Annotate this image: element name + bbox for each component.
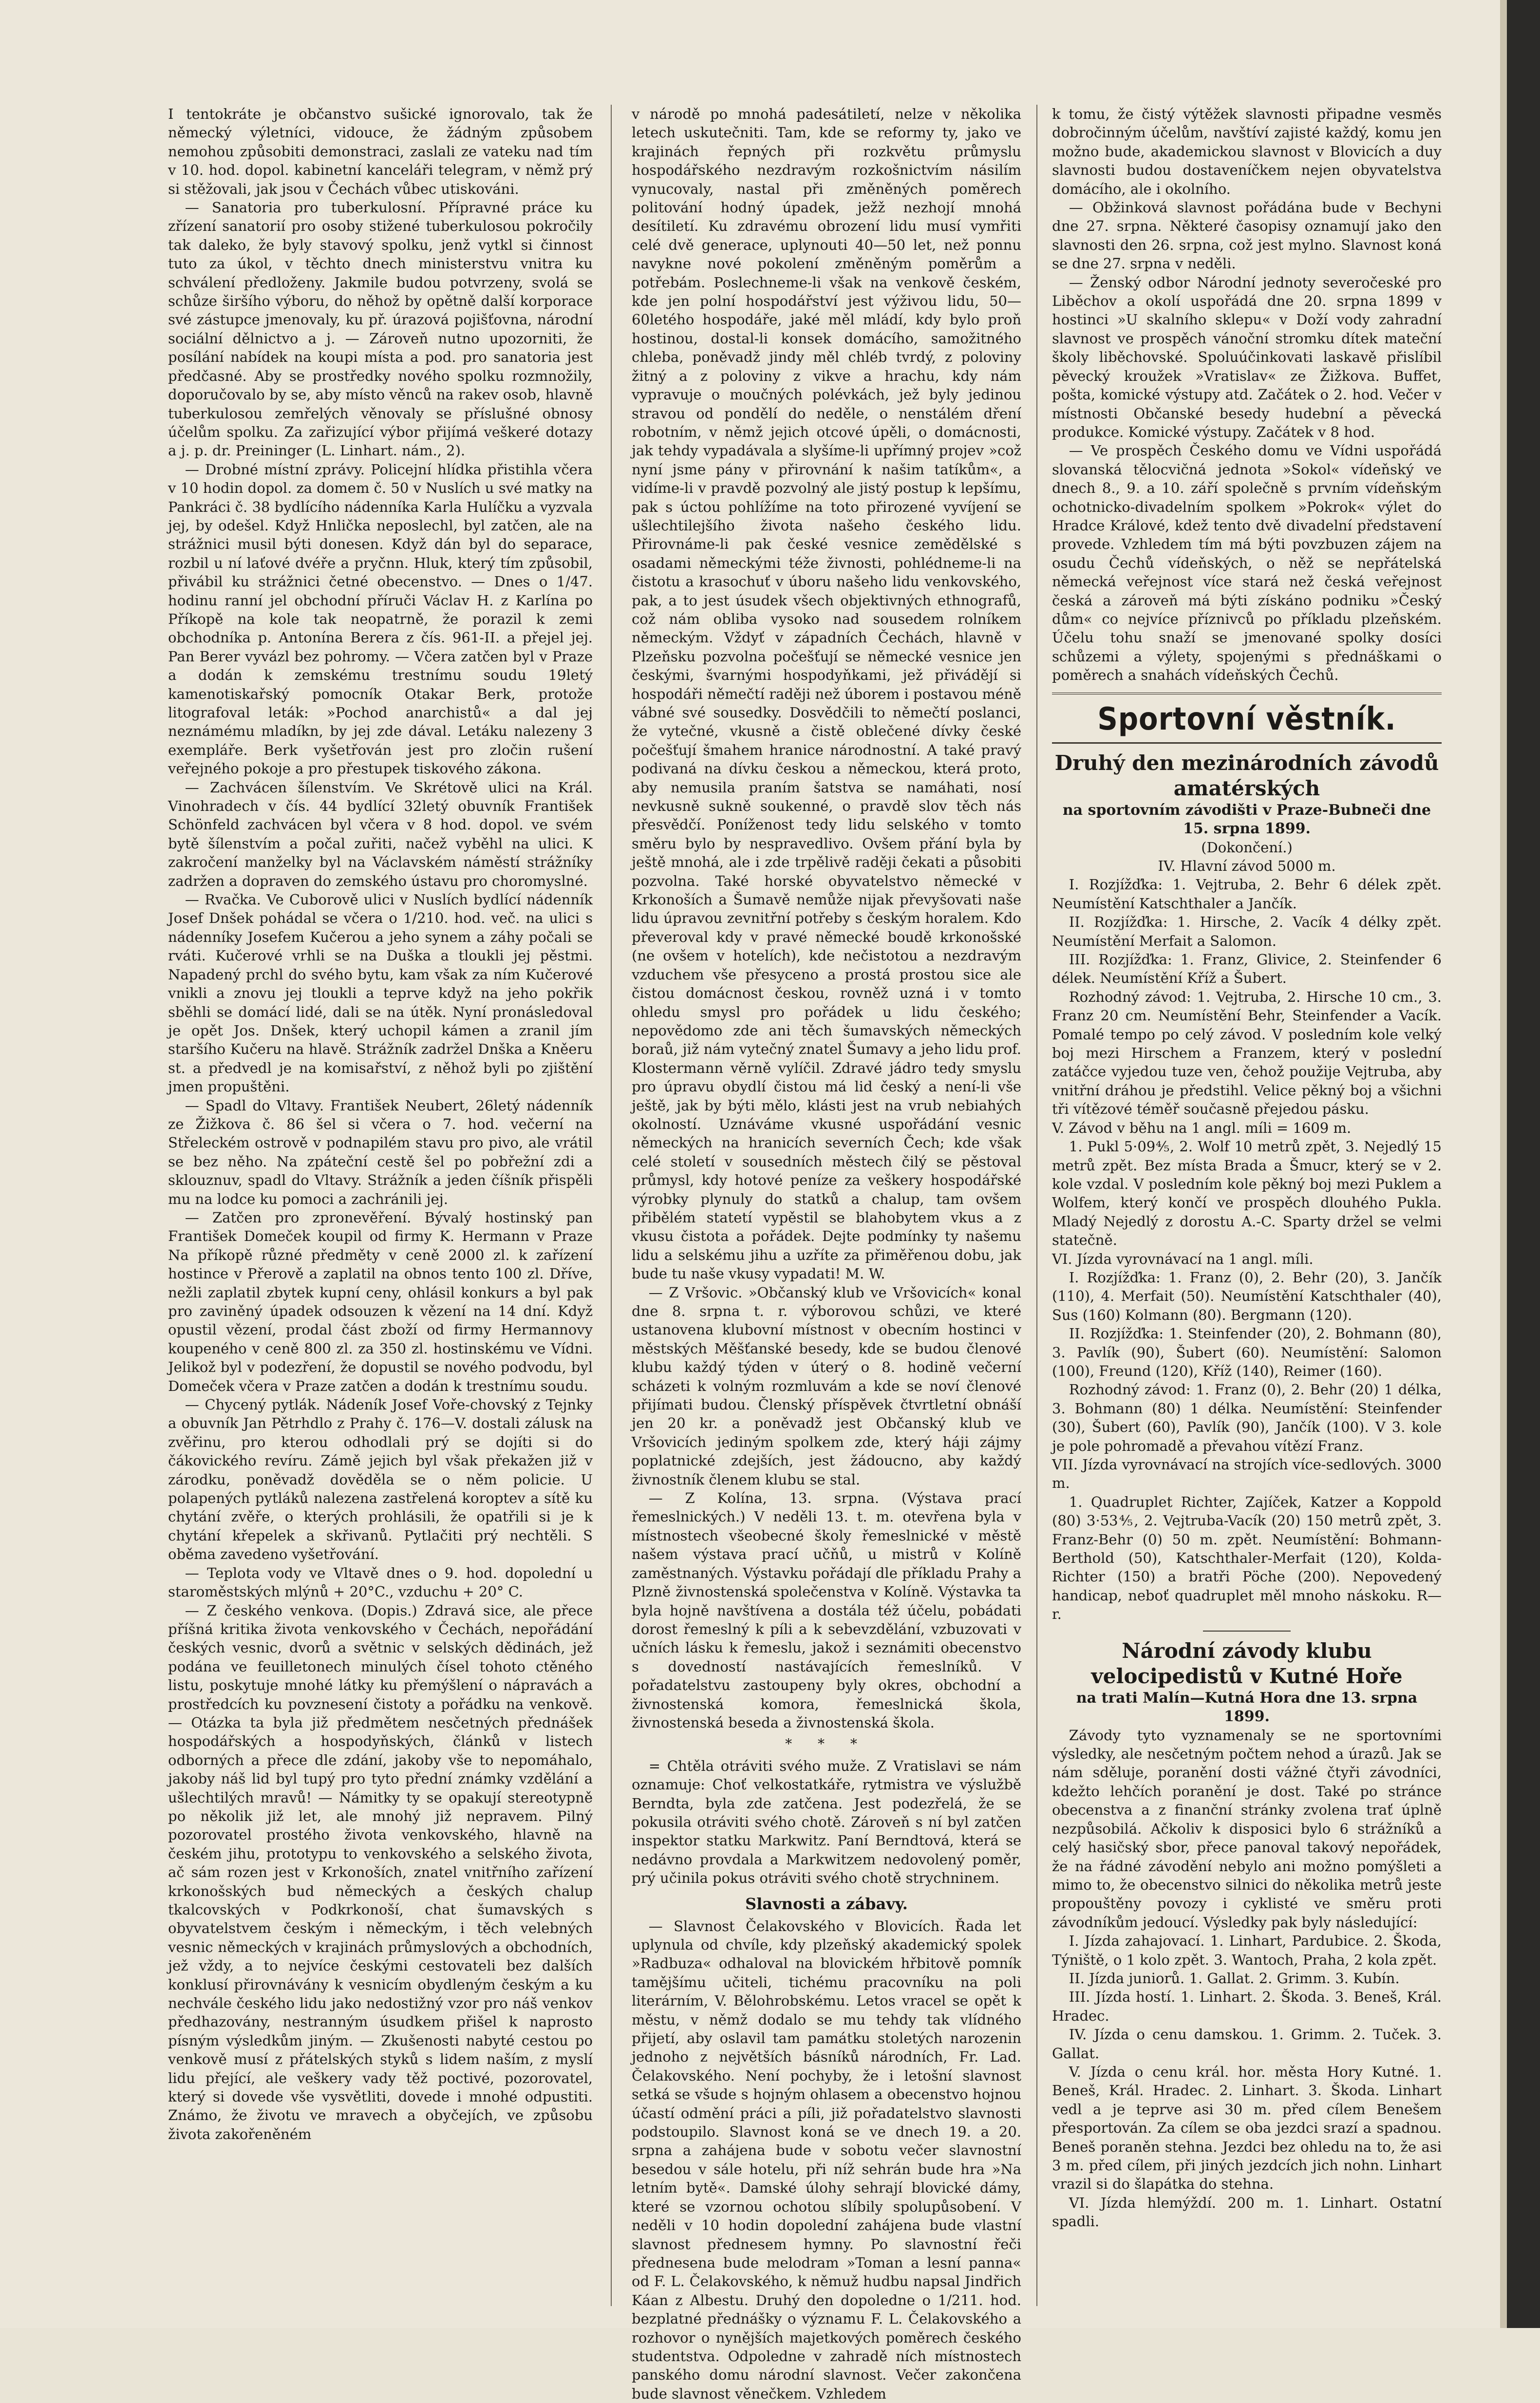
- race2-item: VI. Jízda hlemýždí. 200 m. 1. Linhart. Ostatní spadli.: [1052, 2194, 1442, 2230]
- race1-continuation: (Dokončení.): [1201, 839, 1293, 856]
- race1-heading: Druhý den mezinárodních závodů amatérských: [1054, 751, 1439, 800]
- article-cesky-dum-viden: — Ve prospěch Českého domu ve Vídni uspořádá slovanská tělocvičná jednota »Sokol« vídeňský ve dnech 8., 9. a 10. září společně s prvním vídeňským ochotnicko-divadelním spolkem »Pokrok« výlet do Hradce Králové, kdež tento dvě divadelní představení provede. Vzhledem tím má býti povzbuzen zájem na osudu Čechů vídeňských, o něž se nepřátelská německá veřejnost více stará než česká veřejnost česká a zároveň má býti získáno podniku »Český dům« co nejvíce příznivců po příkladu plzeňském. Účelu tohu snaží se jmenované spolky dosíci schůzemi a výlety, spojenými s přednáškami o poměrech a snahách vídeňských Čechů.: [1052, 442, 1442, 684]
- article-vrsovice: — Z Vršovic. »Občanský klub ve Vršovicích« konal dne 8. srpna t. r. výborovou schůzi, ve které ustanovena klubovní místnost v obecním hostinci v městských Měšťanské besedy, kde se budou členové klubu každý týden v úterý o 8. hodině večerní scházeti k volným rozmluvám a kde se noví členové přijímati budou. Členský příspěvek čtvrtletní obnáší jen 20 kr. a poněvadž jest Občanský klub ve Vršovicích jediným spolkem zde, který háji zájmy poplatnické zdejších, jest žádoucno, aby každý živnostník členem klubu se stal.: [632, 1284, 1021, 1488]
- page-edge: [1500, 0, 1507, 2328]
- article-cesky-venkov: — Z českého venkova. (Dopis.) Zdravá sice, ale přece příšná kritika života venkovského v Čechách, nepořádání českých vesnic, dvorů a světnic v selských dědinách, jež podána ve feuilletonech minulých čísel tohoto ctěného listu, poskytuje mnohé látky ku přemýšlení o nápravách a prostředcích ku povznesení čistoty a pořádku na venkově. — Otázka ta byla již předmětem nesčetných přednášek hospodářských a hospodyňských, článků v listech odborných a přece dle zdání, jakoby vše to nepomáhalo, jakoby náš lid byl tupý pro tyto přední známky vzdělání a ušlechtilých mravů! — Námitky ty se opakují stereotypně po několik již let, ale mnohý již nepravem. Pilný pozorovatel prostého života venkovského, hlavně na českém jihu, prototypu to venkovského a selského života, ač sám rozen jest v Krkonoších, znatel vnitřního zařízení krkonošských bud německých a českých chalup tkalcovských v Podkrkonoší, chat šumavských s obyvatelstvem českým i německým, i těch velebných vesnic německých v krajinách průmyslových a obchodních, jež vždy, a to nejvíce českými cestovateli bez dalších konklusí přirovnávány k vesnicím obydleným českým a ku nechvále českého lidu jako nedostižný vzor pro náš venkov předhazovány, nestranným úsudkem přišel k naprosto písným výsledkům jiným. — Zkušenosti nabyté cestou po venkově musí z přátelských styků s lidem naším, z myslí lidu přející, ale veškery vady těž poctivé, pozorovatel, který si dovede vše vysvětliti, dovede i mnohé odpustiti. Známo, že životu ve mravech a obyčejích, ve způsobu života zakořeněném: [168, 1602, 593, 2142]
- race2-subheading: na trati Malín—Kutná Hora dne 13. srpna 1899.: [1076, 1689, 1418, 1725]
- race1-item: VII. Jízda vyrovnávací na strojích více-sedlových. 3000 m.: [1052, 1456, 1442, 1492]
- article-silenstvi: — Zachvácen šílenstvím. Ve Skrétově ulici na Král. Vinohradech v čís. 44 bydlící 32letý obuvník František Schönfeld zachvácen byl včera v 8 hod. dopol. ve svém bytě šílenstvím a počal zuřiti, načež vyběhl na ulici. K zakročení manželky byl na Václavském náměstí strážníky zadržen a dopraven do zemského ústavu pro choromyslné.: [168, 779, 593, 889]
- article-teplota-vody: — Teplota vody ve Vltavě dnes o 9. hod. dopolední u staroměstských mlýnů + 20°C., vzduchu + 20° C.: [168, 1564, 593, 1600]
- race1-item: I. Rozjížďka: 1. Vejtruba, 2. Behr 6 délek zpět. Neumístění Katschthaler a Jančík.: [1052, 876, 1442, 912]
- column-divider-2: [1036, 105, 1037, 2306]
- article-sanatoria: — Sanatoria pro tuberkulosní. Přípravné práce ku zřízení sanatorií pro osoby stižené tuberkulosou pokročily tak daleko, že byly stavový spolku, jenž vytkl si činnost tuto za úkol, v těchto dnech ministerstvu vnitra ku schválení předloženy. Jakmile budou potvrzeny, svolá se schůze širšího výboru, do něhož by opětně další korporace své zástupce jmenovaly, ku př. úrazová pojišťovna, národní sociální dělnictvo a j. — Zároveň nutno upozorniti, že posílání nabídek na koupi místa a pod. pro sanatoria jest předčasné. Aby se prostředky nového spolku rozmnožily, doporučovalo by se, aby místo věnců na rakev osob, hlavně tuberkulosou zemřelých věnovaly se příslušné obnosy účelům spolku. Za zařizující výbor přijímá veškeré dotazy a j. p. dr. Preininger (L. Linhart. nám., 2).: [168, 199, 593, 459]
- race2-item: V. Jízda o cenu král. hor. města Hory Kutné. 1. Beneš, Král. Hradec. 2. Linhart. 3. Škoda. Linhart vedl a je teprve asi 30 m. před cílem Benešem přesportován. Za cílem se oba jezdci srazí a spadnou. Beneš poraněn stehna. Jezdci bez ohledu na to, že asi 3 m. před cílem, při jiných jezdcích jich nohn. Linhart vrazil si do šlapátka do stehna.: [1052, 2063, 1442, 2193]
- article-rvacka: — Rvačka. Ve Cuborově ulici v Nuslích bydlící nádenník Josef Dnšek pohádal se včera o 1/210. hod. več. na ulici s nádenníky Josefem Kučerou a jeho synem a záhy počali se rváti. Kučerové vrhli se na Duška a tloukli jej pěstmi. Napadený prchl do svého bytu, kam však za ním Kučerové vnikli a znovu jej tloukli a teprve když na jeho pokřik sběhli se domácí lidé, dali se na útěk. Nyní pronásledoval je opět Jos. Dnšek, který uchopil kámen a zranil jím staršího Kučeru na hlavě. Strážník zadržel Dnška a Kněeru st. a předvedl je na komisařství, z něhož byli po zjištění jmen propuštěni.: [168, 891, 593, 1095]
- race1-item: 1. Quadruplet Richter, Zajíček, Katzer a Koppold (80) 3·53⅘, 2. Vejtruba-Vacík (20) 150 metrů zpět, 3. Franz-Behr (0) 50 m. zpět. Neumístění: Bohmann-Berthold (50), Katschthaler-Merfait (120), Kolda-Richter (150) a bratři Pöche (200). Nepovedený handicap, neboť quadruplet měl mnoho náskoku. R—r.: [1052, 1493, 1442, 1623]
- article-bechyne: — Obžinková slavnost pořádána bude v Bechyni dne 27. srpna. Některé časopisy oznamují jako den slavnosti den 26. srpna, což jest mylno. Slavnost koná se dne 27. srpna v neděli.: [1052, 199, 1442, 272]
- article-kolin: — Z Kolína, 13. srpna. (Výstava prací řemeslnických.) V neděli 13. t. m. otevřena byla v místnostech všeobecné školy řemeslnické v městě našem výstava prací učňů, u mistrů v Kolíně zaměstnaných. Výstavku pořádají dle příkladu Prahy a Plzně živnostenská společenstva v Kolíně. Výstavka ta byla hojně navštívena a dostála též účelu, pobádati dorost řemeslný k píli a k sebevzdělání, vzbuzovati v učních lásku k řemeslu, jakož i seznámiti obecenstvo s dovedností nastávajících řemeslníků. V pořadatelstvu zastoupeny byly okres, obchodní a živnostenská komora, řemeslnická škola, živnostenská beseda a živnostenská škola.: [632, 1490, 1021, 1731]
- race2-heading: Národní závody klubu velocipedistů v Kutné Hoře: [1091, 1638, 1403, 1688]
- column-left: [168, 105, 593, 2306]
- column-divider-1: [611, 105, 612, 2306]
- article-otraveni: = Chtěla otráviti svého muže. Z Vratislavi se nám oznamuje: Choť velkostatkáře, rytmistra ve výslužbě Berndta, byla zde zatčena. Jest podezřelá, že se pokusila otráviti svého chotě. Zároveň s ní byl zatčen inspektor statku Markwitz. Paní Berndtová, která se nedávno provdala a Markwitzem nedovolený poměr, prý učinila pokus otráviti svého chotě strychninem.: [632, 1757, 1021, 1887]
- article-zprонevera: — Zatčen pro zpronevěření. Bývalý hostinský pan František Domeček koupil od firmy K. Hermann v Praze Na příkopě různé předměty v ceně 2000 zl. k zařízení hostince v Přerově a zaplatil na obnos tento 100 zl. Dříve, nežli zaplatil zbytek kupní ceny, ohlásil konkurs a byl pak pro zaviněný úpadek odsouzen k vězení na 14 dní. Když opustil vězení, prodal část zboží od firmy Hermannovy koupeného v ceně 800 zl. za 350 zl. hostinskému ve Vídni. Jelikož byl v podezření, že dopustil se nového podvodu, byl Domeček včera v Praze zatčen a dodán k trestnímu soudu.: [168, 1209, 593, 1394]
- race1-item: II. Rozjížďka: 1. Steinfender (20), 2. Bohmann (80), 3. Pavlík (90), Šubert (60). Neumístění: Salomon (100), Freund (120), Kříž (140), Reimer (160).: [1052, 1325, 1442, 1379]
- column-middle: [632, 105, 1021, 2402]
- article-libechov: — Ženský odbor Národní jednoty severočeské pro Liběchov a okolí uspořádá dne 20. srpna 1899 v hostinci »U skalního sklepu« v Doží vody zahradní slavnost ve prospěch vánoční stromku dítek mateční školy liběchovské. Spoluúčinkovati laskavě přislíbil pěvecký kroužek »Vratislav« ze Žižkova. Buffet, pošta, komické výstupy atd. Začátek o 2. hod. Večer v místnosti Občanské besedy hudební a pěvecká produkce. Komické výstupy. Začátek v 8 hod.: [1052, 274, 1442, 440]
- race1-item: II. Rozjížďka: 1. Hirsche, 2. Vacík 4 délky zpět. Neumístění Merfait a Salomon.: [1052, 914, 1442, 949]
- race1-item: IV. Hlavní závod 5000 m.: [1158, 858, 1336, 874]
- race1-item: Rozhodný závod: 1. Franz (0), 2. Behr (20) 1 délka, 3. Bohmann (80) 1 délka. Neumístění: Steinfender (30), Šubert (60), Pavlík (90), Jančík (100). V 3. kole je pole pohromadě a převahou vítězí Franz.: [1052, 1381, 1442, 1454]
- article-venkov-cont: v národě po mnohá padesátiletí, nelze v několika letech uskutečniti. Tam, kde se reformy ty, jako ve krajinách řepných při rozkvětu průmyslu hospodářského nezdravým rozkošnictvím násilím vynucovaly, nastal při změněných poměrech politování hodný úpadek, ježž nezhojí mnohá desítiletí. Ku zdravému obrození lidu musí vymřiti celé dvě generace, uplynouti 40—50 let, než ponnu navykne nové pokolení změněným poměrům a potřebám. Poslechneme-li však na venkově českém, kde jen polní hospodářství jest výživou lidu, 50—60letého hospodáře, jaké měl mládí, kdy bylo proň hostinou, dostal-li konsek domácího, samožitného chleba, poněvadž jindy měl chléb tvrdý, z poloviny žitný a z poloviny z vikve a hrachu, kdy nám vypravuje o moučných polévkách, jež byly jedinou stravou od pondělí do neděle, o nenstálém dření robotním, v němž jejich otcové úpěli, o domácnosti, jak tehdy vypadávala a slyšíme-li upřímný projev »což nyní jsme pány v přirovnání k našim tatíkům«, a vidíme-li v pravdě pozvolný ale jistý postup k lepšímu, pak s úctou pohlížíme na toto přirozené vyvíjení se ušlechtilejšího života našeho českého lidu. Přirovnáme-li pak české vesnice zemědělské s osadami německými téže živnosti, pohlédneme-li na čistotu a krasochuť v úboru našeho lidu venkovského, pak, a to jest úsudek všech objektivných ethnografů, což nám obliba vysoko nad sousedem rolníkem německým. Vždyť v západních Čechách, hlavně v Plzeňsku pozvolna počešťují se německé vesnice jen českými, švarnými hospodyňkami, jež přivádějí si hospodáři němečtí raději než úborem i postavou méně vábné své sousedky. Dosvědčili to němečtí poslanci, že vytečné, vkusně a čistě oblečené dívky české počešťují šmahem hranice národnostní. A také pravý podivaná na dívku českou a německou, která proto, aby nemusila praním šatstva se namáhati, nosí nevkusně sukně soukenné, o pravdě slov těch nás přesvědčí. Poníženost tedy lidu selského v tomto směru bylo by nespravedlivo. Ovšem přání byla by ještě mnohá, ale i zde trpělivě raději čekati a působiti pozvolna. Také horské obyvatelstvo německé v Krkonoších a Šumavě nemůže nijak převyšovati naše lidu úpravou zevnitřní potřeby s českým horalem. Kdo převeroval kdy v pravé německé boudě krkonošské (ne ovšem v hotelích), kde nečistotou a nezdravým vzduchem vše přesyceno a prostá prostou sice ale čistou domácnost českou, rovněž uzná i v tomto ohledu smysl pro pořádek u lidu českého; nepovědomo zde ani těch šumavských německých boraů, již nám vytečný znatel Šumavy a jeho lidu prof. Klostermann věrně vylíčil. Zdravé jádro tedy smyslu pro úpravu obydlí čistou má lid český a není-li vše ještě, jak by býti mělo, klásti jest na vrub nebiahých okolností. Uznáváme vkusné uspořádání vesnic německých na hranicích severních Čech; kde však celé století v sousedních městech čilý se pěstoval průmysl, kdy hotové peníze za veškery hospodářské výrobky plynuly do statků a chalup, tam ovšem přibělém statetí vypěstil se blahobytem vkus a z vkusu čistota a pořádek. Dejte podmínky ty našemu lidu a selskému jihu a uzříte za přiměřenou dobu, jak bude tu naše vkusy vypadati! M. W.: [632, 106, 1021, 1282]
- race2-item: I. Jízda zahajovací. 1. Linhart, Pardubice. 2. Škoda, Týniště, o 1 kolo zpět. 3. Wantoch, Praha, 2 kola zpět.: [1052, 1933, 1442, 1968]
- race2-item: III. Jízda hostí. 1. Linhart. 2. Škoda. 3. Beneš, Král. Hradec.: [1052, 1989, 1442, 2024]
- article-drobne-zpravy: — Drobné místní zprávy. Policejní hlídka přistihla včera v 10 hodin dopol. za domem č. 50 v Nuslích u své matky na Pankráci č. 38 bydlícího nádenníka Karla Hulíčku a vyzvala jej, by odešel. Když Hnlička neposlechl, byl zatčen, ale na strážnici musil býti donesen. Když dán byl do separace, rozbil u ní laťové dvéře a pryčnn. Hluk, který tím způsobil, přivábil ku strážnici četné obecenstvo. — Dnes o 1/47. hodinu ranní jel obchodní příruči Václav H. z Karlína po Příkopě na kole tak neopatrně, že porazil k zemi obchodníka p. Antonína Berera z čís. 961-II. a přejel jej. Pan Berer vyvázl bez pohromy. — Včera zatčen byl v Praze a dodán k zemskému trestnímu soudu 19letý kamenotiskařský pomocník Otakar Berk, protože litografoval leták: »Pochod anarchistů« a dal jej neznámému mladíkn, by jej zde dával. Letáku nalezeny 3 exempláře. Berk vyšetřován jest pro zločin rušení veřejného pokoje a pro přestupek tiskového zákona.: [168, 461, 593, 777]
- scan-border: [1507, 0, 1540, 2328]
- race1-item: V. Závod v běhu na 1 angl. míli = 1609 m.: [1052, 1119, 1352, 1136]
- article-blovice-cont: k tomu, že čistý výtěžek slavnosti připadne vesměs dobročinným účelům, navštíví zajisté každý, komu jen možno bude, akademickou slavnost v Blovicích a duy slavnosti budou dostaveníčkem nejen obyvatelstva domácího, ale i okolního.: [1052, 106, 1442, 197]
- article-blovice: — Slavnost Čelakovského v Blovicích. Řada let uplynula od chvíle, kdy plzeňský akademický spolek »Radbuza« odhaloval na blovickém hřbitově pomník tamějšímu učiteli, tichému pracovníku na poli literárním, V. Bělohrobskému. Letos vracel se opět k městu, v němž dodalo se mu tehdy tak vlídného přijetí, aby oslavil tam památku stoletých narozenin jednoho z největších básníků národních, Fr. Lad. Čelakovského. Není pochyby, že i letošní slavnost setká se všude s hojným ohlasem a obecenstvo hojnou účastí odmění práci a píli, již pořadatelstvo slavnosti podstoupilo. Slavnost koná se ve dnech 19. a 20. srpna a zahájena bude v sobotu večer slavnostní besedou v sále hotelu, při níž sehrán bude hra »Na letním bytě«. Damské úlohy sehrají blovické dámy, které se vzornou ochotou slíbily spolupůsobení. V neděli v 10 hodin dopolední zahájena bude vlastní slavnost přednesem hymny. Po slavnostní řeči přednesena bude melodram »Toman a lesní panna« od F. L. Čelakovského, k němuž hudbu napsal Jindřich Káan z Albestu. Druhý den dopoledne o 1/211. hod. bezplatné přednášky o významu F. L. Čelakovského a rozhovor o nynějších majetkových poměrech českého studentstva. Odpoledne v zahradě ních místnostech panského domu národní slavnost. Večer zakončena bude slavnost věnečkem. Vzhledem: [632, 1917, 1021, 2402]
- race2-item: Závody tyto vyznamenaly se ne sportovními výsledky, ale nesčetným počtem nehod a úrazů. Jak se nám sděluje, poranění dosti vážné čtyři závodníci, kdežto lehčích poranění je dost. Také po stránce obecenstva a z finanční stránky zvolena trať úplně nezpůsobilá. Ačkoliv k disposici bylo 6 strážníků a celý hasičský sbor, přece panoval takový nepořádek, že na řádné závodění nebylo ani možno pomýšleti a mimo to, že obecenstvo silnici do několika metrů jeste propouštěny povozy i cyklisté ve směru proti závodníkům jedoucí. Výsledky pak byly následující:: [1052, 1727, 1442, 1931]
- race1-item: III. Rozjížďka: 1. Franz, Glivice, 2. Steinfender 6 délek. Neumístění Kříž a Šubert.: [1052, 951, 1442, 987]
- sport-section-title: Sportovní věstník.: [1052, 693, 1442, 744]
- race2-item: IV. Jízda o cenu damskou. 1. Grimm. 2. Tuček. 3. Gallat.: [1052, 2026, 1442, 2062]
- race1-item: VI. Jízda vyrovnávací na 1 angl. míli.: [1052, 1250, 1314, 1267]
- race1-item: 1. Pukl 5·09⅘, 2. Wolf 10 metrů zpět, 3. Nejedlý 15 metrů zpět. Bez místa Brada a Šmucr, který se v 2. kole vzdal. V posledním kole pěkný boj mezi Puklem a Wolfem, který končí ve prospěch dlouhého Pukla. Mladý Nejedlý z dorostu A.-C. Sparty držel se velmi statečně.: [1052, 1138, 1442, 1249]
- column-right: [1052, 105, 1442, 2306]
- race1-subheading: na sportovním závodišti v Praze-Bubneči dne 15. srpna 1899.: [1062, 801, 1431, 837]
- race2-item: II. Jízda juniorů. 1. Gallat. 2. Grimm. 3. Kubín.: [1069, 1970, 1400, 1987]
- section-slavnosti-heading: Slavnosti a zábavy.: [745, 1894, 908, 1913]
- article-pytlak: — Chycený pytlák. Nádeník Josef Voře-chovský z Tejnky a obuvník Jan Pětrhdlo z Prahy č. 176—V. dostali zálusk na zvěřinu, pro kterou odhodlali prý se dojíti si do čákovického revíru. Zámě jejich byl však překažen již v zárodku, poněvadž dověděla se o něm policie. U polapených pytláků nalezena zastřelená koroptev a sítě ku chytání zvěře, o kterých prohlásili, že opatřili si je k chytání křepelek a skřivanů. Pytlačiti prý nechtěli. S oběma zavedeno vyšetřování.: [168, 1396, 593, 1563]
- article-susice: I tentokráte je občanstvo sušické ignorovalo, tak že německý výletníci, vidouce, že žádným způsobem nemohou způsobiti demonstraci, zaslali ze vateku nad tím v 10. hod. dopol. kabinetní kanceláři telegram, v němž prý si stěžovali, jak jsou v Čechách vůbec utiskováni.: [168, 106, 593, 197]
- race1-item: Rozhodný závod: 1. Vejtruba, 2. Hirsche 10 cm., 3. Franz 20 cm. Neumístění Behr, Steinfender a Vacík. Pomalé tempo po celý závod. V posledním kole velký boj mezi Hirschem a Franzem, který v poslední zatáčce vyjedou tuze ven, čehož použije Vejtruba, aby vnitřní dráhou je předstihl. Velice pěkný boj a všichni tři vítězové téměř současně přejedou pásku.: [1052, 988, 1442, 1118]
- race1-item: I. Rozjížďka: 1. Franz (0), 2. Behr (20), 3. Jančík (110), 4. Merfait (50). Neumístění Katschthaler (40), Sus (160) Kolmann (80). Bergmann (120).: [1052, 1269, 1442, 1323]
- divider-rule: [1203, 1631, 1291, 1632]
- article-spadl-do-vltavy: — Spadl do Vltavy. František Neubert, 26letý nádenník ze Žižkova č. 86 šel si včera o 7. hod. večerní na Střeleckém ostrově v podnapilém stavu pro pivo, ale vrátil se bez něho. Na zpáteční cestě šel po pobřežní zdi a sklouznuv, spadl do Vltavy. Strážník a jeden číšník přispěli mu na lodce ku pomoci a zachránili jej.: [168, 1097, 593, 1207]
- section-stars: * * *: [785, 1736, 868, 1752]
